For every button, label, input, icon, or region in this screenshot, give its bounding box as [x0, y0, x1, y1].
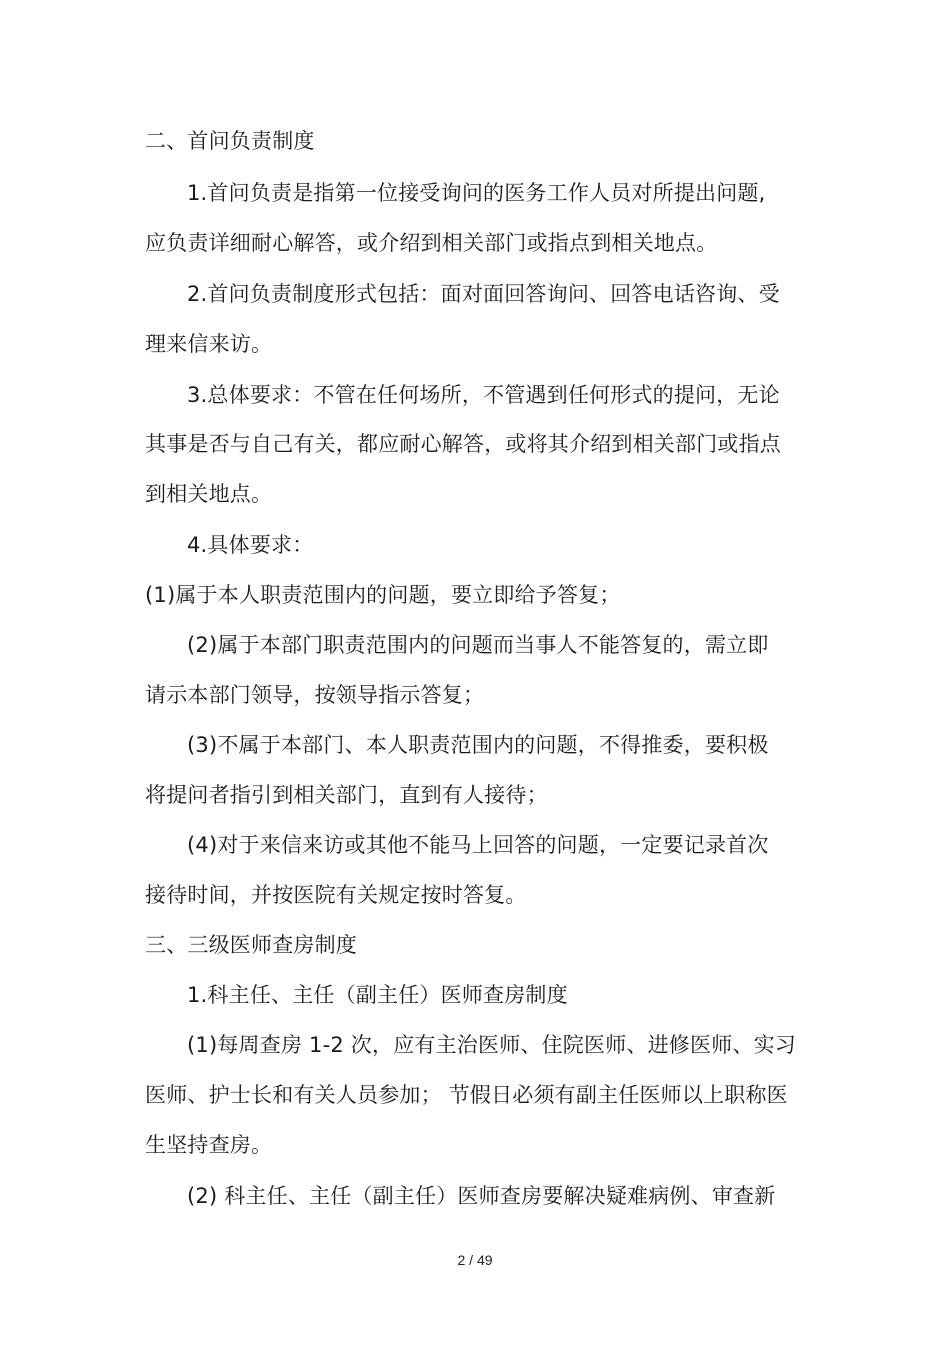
- paragraph-line: 1.首问负责是指第一位接受询问的医务工作人员对所提出问题,: [187, 181, 766, 205]
- section-heading-ward-rounds: 三、三级医师查房制度: [145, 933, 357, 957]
- paragraph-line: (1)每周查房 1-2 次，应有主治医师、住院医师、进修医师、实习: [187, 1033, 796, 1057]
- paragraph-line: 医师、护士长和有关人员参加； 节假日必须有副主任医师以上职称医: [145, 1083, 788, 1107]
- paragraph-line: 生坚持查房。: [145, 1133, 273, 1157]
- section-heading-first-inquiry: 二、首问负责制度: [145, 129, 315, 153]
- page-number: [0, 1250, 950, 1270]
- paragraph-line: 到相关地点。: [145, 482, 273, 506]
- paragraph-line: (2)属于本部门职责范围内的问题而当事人不能答复的，需立即: [187, 633, 769, 657]
- paragraph-line: 3.总体要求：不管在任何场所，不管遇到任何形式的提问，无论: [187, 383, 780, 407]
- paragraph-line: 其事是否与自己有关，都应耐心解答，或将其介绍到相关部门或指点: [145, 432, 781, 456]
- paragraph-line: 2.首问负责制度形式包括：面对面回答询问、回答电话咨询、受: [187, 282, 780, 306]
- paragraph-line: 4.具体要求：: [187, 533, 314, 557]
- paragraph-line: 将提问者指引到相关部门，直到有人接待；: [145, 783, 548, 807]
- paragraph-line: 请示本部门领导，按领导指示答复；: [145, 683, 485, 707]
- paragraph-line: 1.科主任、主任（副主任）医师查房制度: [187, 983, 568, 1007]
- paragraph-line: (4)对于来信来访或其他不能马上回答的问题，一定要记录首次: [187, 833, 769, 857]
- paragraph-line: (2) 科主任、主任（副主任）医师查房要解决疑难病例、审查新: [187, 1184, 776, 1208]
- total-pages-number: 49: [476, 1252, 493, 1268]
- paragraph-line: 接待时间，并按医院有关规定按时答复。: [145, 883, 527, 907]
- current-page-number: 2: [457, 1252, 466, 1268]
- paragraph-line: 理来信来访。: [145, 332, 273, 356]
- paragraph-line: (1)属于本人职责范围内的问题，要立即给予答复；: [145, 583, 621, 607]
- paragraph-line: (3)不属于本部门、本人职责范围内的问题，不得推委，要积极: [187, 733, 769, 757]
- paragraph-line: 应负责详细耐心解答，或介绍到相关部门或指点到相关地点。: [145, 231, 718, 255]
- page-separator: /: [469, 1252, 474, 1268]
